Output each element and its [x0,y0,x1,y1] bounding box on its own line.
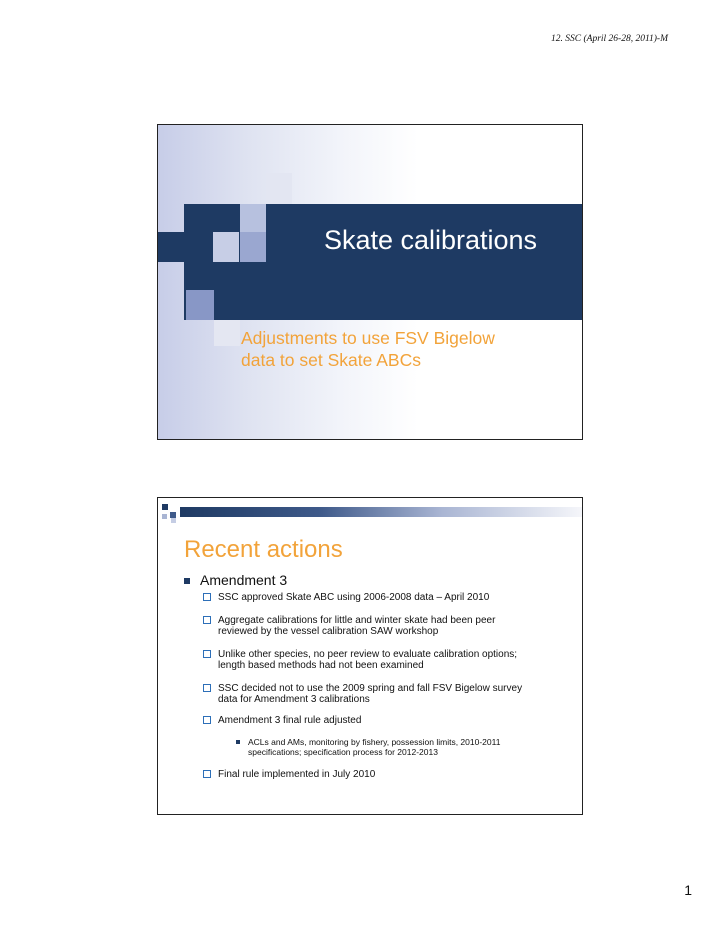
bullet-text: length based methods had not been examined [218,660,424,671]
title-gradient-bar [180,507,582,517]
bullet-text: ACLs and AMs, monitoring by fishery, possession limits, 2010-2011 [248,737,501,747]
slide-1-subtitle [241,327,571,371]
bullet-text: SSC approved Skate ABC using 2006-2008 data – April 2010 [218,592,490,603]
bullet-level-2 [218,649,568,671]
corner-square [171,518,176,523]
slide-1-title: Skate calibrations [323,225,538,255]
deco-square [266,173,292,205]
corner-square [162,504,168,510]
hollow-bullet [203,593,211,601]
document-header-note: 12. SSC (April 26-28, 2011)-M [551,34,668,44]
bullet-text: reviewed by the vessel calibration SAW workshop [218,626,439,637]
bullet-text: Final rule implemented in July 2010 [218,769,376,780]
bullet-level-2 [218,592,568,603]
hollow-bullet [203,684,211,692]
bullet-level-1: Amendment 3 [200,572,288,588]
slide-1 [157,124,583,440]
slide-2-title: Recent actions [184,536,343,563]
band-square-light [213,232,239,262]
bullet-text: Aggregate calibrations for little and winter skate had been peer [218,615,496,626]
corner-square [162,514,167,519]
bullet-level-2 [218,769,568,780]
bullet-text: SSC decided not to use the 2009 spring and fall FSV Bigelow survey [218,683,523,694]
bullet-text: specifications; specification process for 2012-2013 [248,746,438,757]
page-number: 1 [684,882,692,898]
slide-2 [157,497,583,815]
bullet-level-2 [218,715,568,726]
slide-1-subtitle-line: Adjustments to use FSV Bigelow [241,328,495,348]
small-square-bullet [236,740,240,744]
bullet-text: Unlike other species, no peer review to evaluate calibration options; [218,649,518,660]
hollow-bullet [203,716,211,724]
band-square-light [186,290,214,320]
bullet-text: data for Amendment 3 calibrations [218,694,370,705]
hollow-bullet [203,616,211,624]
band-square-light [240,204,266,232]
bullet-level-2 [218,683,568,705]
bullet-square [184,578,190,584]
hollow-bullet [203,650,211,658]
band-square-light [240,232,266,262]
bullet-level-3 [248,738,568,757]
title-band-left-block [158,232,184,262]
bullet-text: Amendment 3 final rule adjusted [218,715,362,726]
deco-square [214,318,240,346]
slide-1-subtitle-line: data to set Skate ABCs [241,350,421,370]
bullet-level-2 [218,615,568,637]
hollow-bullet [203,770,211,778]
